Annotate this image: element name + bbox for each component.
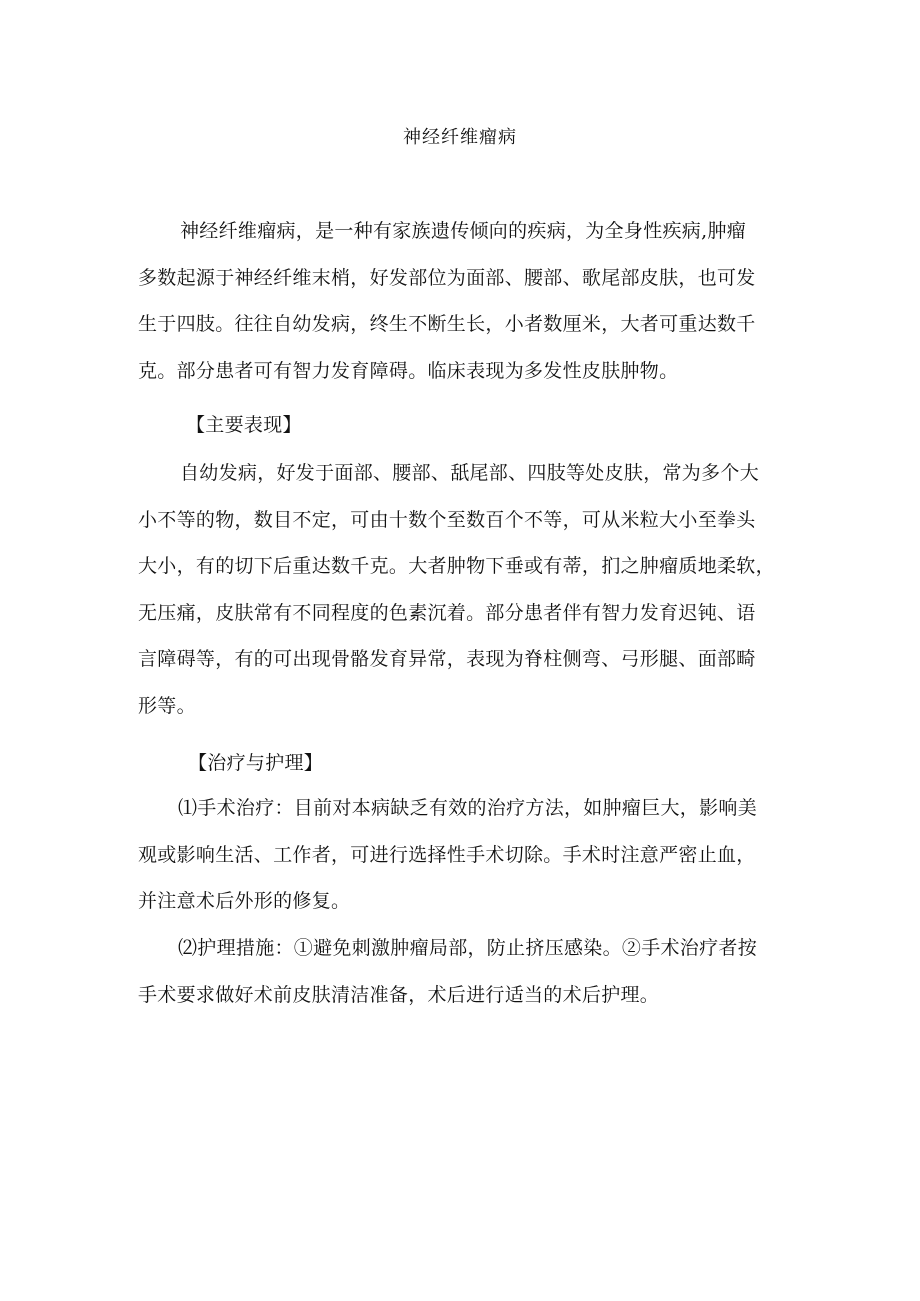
intro-line: 生于四肢。往往自幼发病，终生不断生长，小者数厘米，大者可重达数千 (138, 313, 756, 335)
document-title: 神经纤维瘤病 (403, 127, 517, 148)
symptoms-line: 形等。 (138, 694, 196, 717)
symptoms-paragraph (138, 450, 788, 729)
section-heading-treatment-nursing: 【治疗与护理】 (188, 752, 324, 774)
section-heading-main-symptoms: 【主要表现】 (186, 414, 302, 436)
symptoms-line: 大小，有的切下后重达数千克。大者肿物下垂或有蒂，扪之肿瘤质地柔软， (138, 555, 775, 577)
symptoms-line: 无压痛，皮肤常有不同程度的色素沉着。部分患者伴有智力发育迟钝、语 (138, 601, 756, 624)
treatment-line: 并注意术后外形的修复。 (138, 890, 351, 912)
intro-line: 神经纤维瘤病，是一种有家族遗传倾向的疾病，为全身性疾病,肿瘤 (180, 220, 747, 242)
intro-paragraph (138, 208, 788, 394)
treatment-line: 观或影响生活、工作者，可进行选择性手术切除。手术时注意严密止血， (138, 843, 756, 866)
treatment-line: ⑴手术治疗：目前对本病缺乏有效的治疗方法，如肿瘤巨大，影响美 (178, 797, 758, 819)
nursing-line: ⑵护理措施：①避免刺激肿瘤局部，防止挤压感染。②手术治疗者按 (178, 937, 758, 959)
symptoms-line: 小不等的物，数目不定，可由十数个至数百个不等，可从米粒大小至拳头 (138, 508, 756, 531)
nursing-line: 手术要求做好术前皮肤清洁准备，术后进行适当的术后护理。 (138, 983, 660, 1006)
symptoms-line: 言障碍等，有的可出现骨骼发育异常，表现为脊柱侧弯、弓形腿、面部畸 (138, 648, 756, 670)
nursing-paragraph (138, 925, 788, 1018)
symptoms-line: 自幼发病，好发于面部、腰部、舐尾部、四肢等处皮肤，常为多个大 (180, 462, 760, 484)
intro-line: 克。部分患者可有智力发育障碍。临床表现为多发性皮肤肿物。 (138, 359, 679, 382)
intro-line: 多数起源于神经纤维末梢，好发部位为面部、腰部、歌尾部皮肤，也可发 (138, 266, 756, 289)
treatment-paragraph (138, 785, 788, 925)
